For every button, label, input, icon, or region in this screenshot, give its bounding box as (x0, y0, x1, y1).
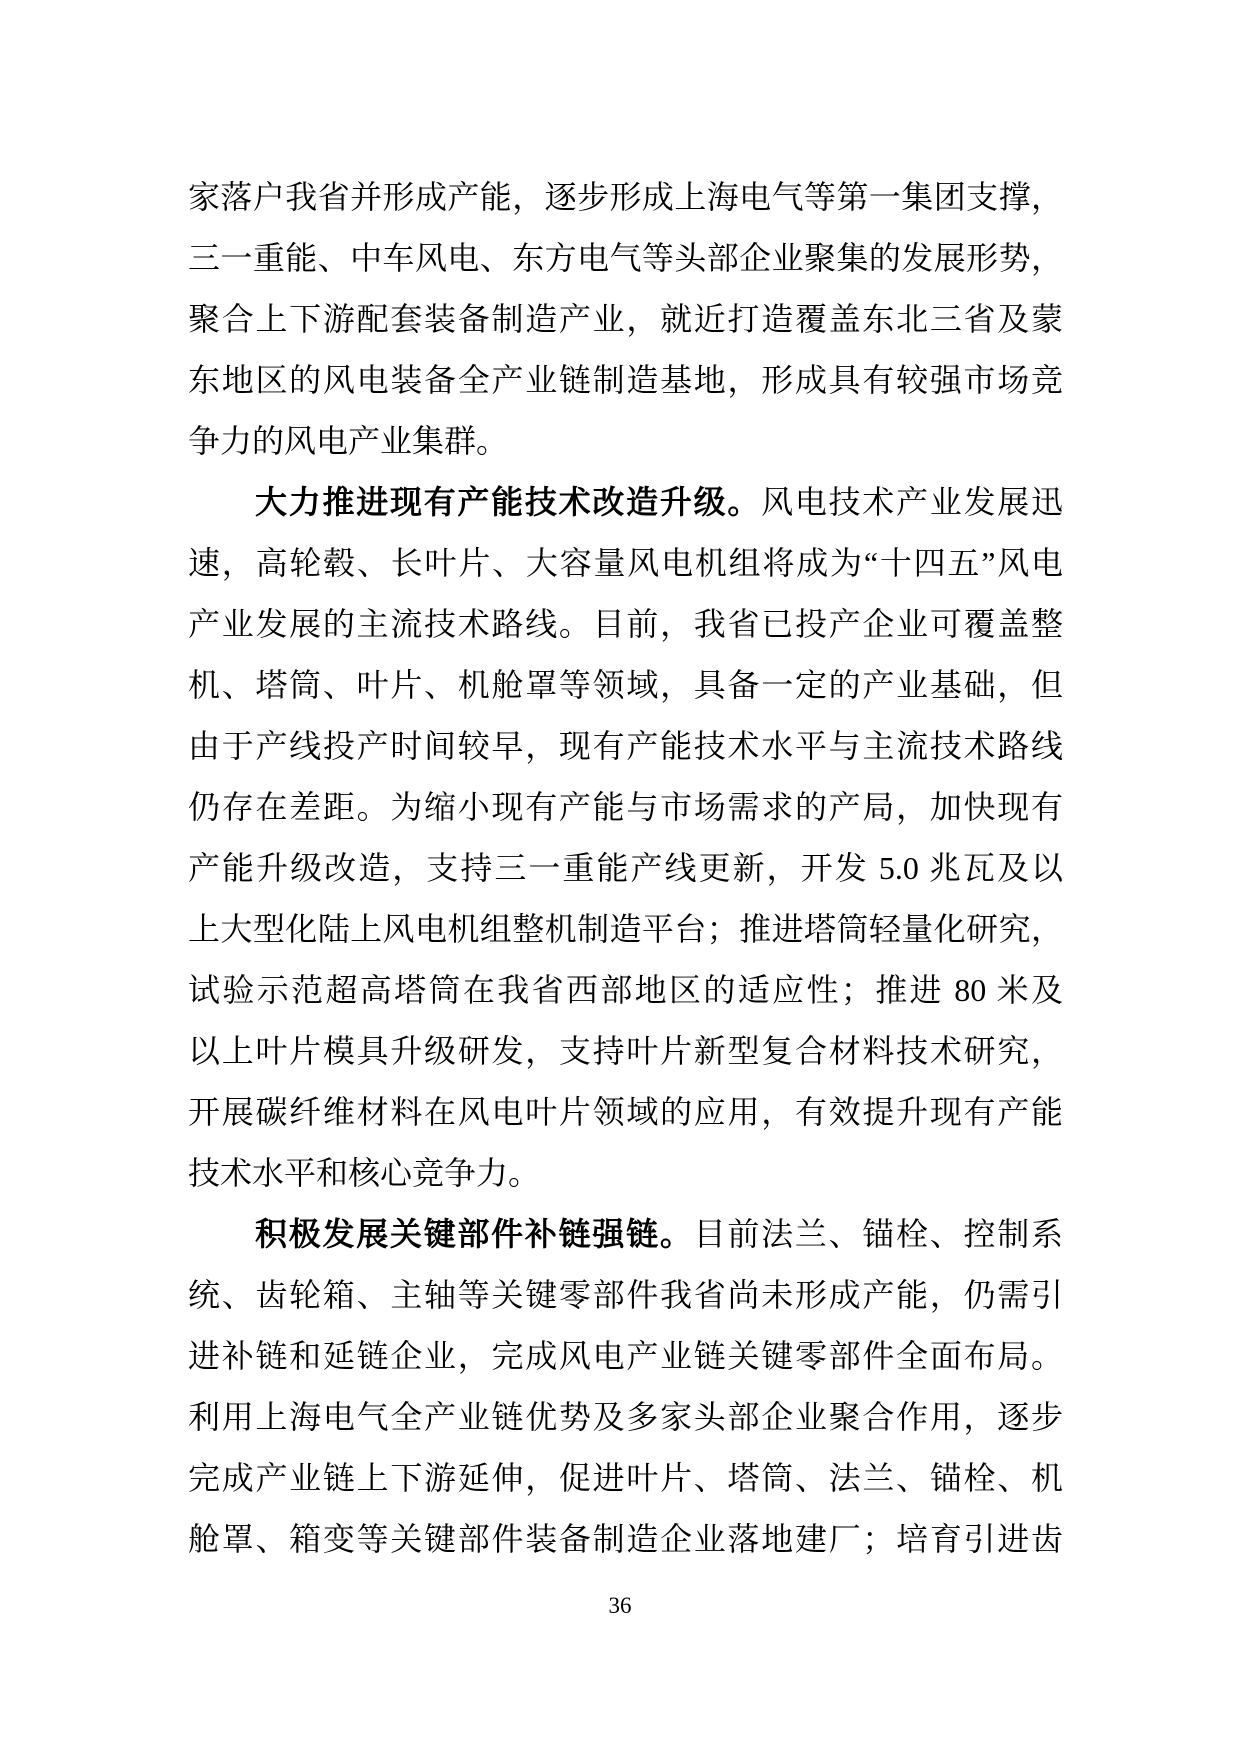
text-line (188, 1326, 1063, 1387)
body-text-run: 东地区的风电装备全产业链制造基地，形成具有较强市场竞 (188, 362, 1063, 398)
body-text-run: 上大型化陆上风电机组整机制造平台；推进塔筒轻量化研究， (188, 911, 1063, 947)
text-line (188, 1082, 1063, 1143)
body-text-run: 产业发展的主流技术路线。目前，我省已投产企业可覆盖整 (188, 606, 1063, 642)
body-text-run: 利用上海电气全产业链优势及多家头部企业聚合作用，逐步 (188, 1399, 1063, 1435)
text-line (188, 1448, 1063, 1509)
text-line (188, 472, 1063, 533)
text-line (188, 960, 1063, 1021)
page-number: 36 (608, 1593, 632, 1618)
para-wind-cluster-continuation (188, 167, 1063, 472)
body-text-run: 统、齿轮箱、主轴等关键零部件我省尚未形成产能，仍需引 (188, 1277, 1063, 1313)
text-line (188, 1265, 1063, 1326)
text-block (188, 167, 1063, 1570)
para-key-components (188, 1204, 1063, 1570)
text-line (188, 1021, 1063, 1082)
heading-run: 大力推进现有产能技术改造升级。 (255, 484, 762, 520)
body-text-run: 机、塔筒、叶片、机舱罩等领域，具备一定的产业基础，但 (188, 667, 1063, 703)
text-line (188, 167, 1063, 228)
body-text-run: 仍存在差距。为缩小现有产能与市场需求的产局，加快现有 (188, 789, 1063, 825)
heading-run: 积极发展关键部件补链强链。 (255, 1216, 694, 1252)
text-line (188, 899, 1063, 960)
body-text-run: 试验示范超高塔筒在我省西部地区的适应性；推进 80 米及 (188, 972, 1063, 1008)
text-line (188, 1387, 1063, 1448)
body-text-run: 进补链和延链企业，完成风电产业链关键零部件全面布局。 (188, 1338, 1063, 1374)
body-text-run: 以上叶片模具升级研发，支持叶片新型复合材料技术研究， (188, 1033, 1063, 1069)
text-line (188, 716, 1063, 777)
text-line (188, 594, 1063, 655)
text-line (188, 289, 1063, 350)
body-text-run: 舱罩、箱变等关键部件装备制造企业落地建厂；培育引进齿 (188, 1521, 1063, 1557)
body-text-run: 速，高轮毂、长叶片、大容量风电机组将成为“十四五”风电 (188, 545, 1063, 581)
body-text-run: 目前法兰、锚栓、控制系 (693, 1216, 1063, 1252)
text-line (188, 411, 1063, 472)
body-text-run: 三一重能、中车风电、东方电气等头部企业聚集的发展形势， (188, 240, 1063, 276)
body-text-run: 开展碳纤维材料在风电叶片领域的应用，有效提升现有产能 (188, 1094, 1063, 1130)
text-line (188, 350, 1063, 411)
body-text-run: 争力的风电产业集群。 (188, 423, 509, 459)
text-line (188, 1204, 1063, 1265)
text-line (188, 228, 1063, 289)
text-line (188, 533, 1063, 594)
body-text-run: 风电技术产业发展迅 (761, 484, 1063, 520)
text-line (188, 777, 1063, 838)
body-text-run: 家落户我省并形成产能，逐步形成上海电气等第一集团支撑， (188, 179, 1063, 215)
text-line (188, 1143, 1063, 1204)
body-text-run: 产能升级改造，支持三一重能产线更新，开发 5.0 兆瓦及以 (188, 850, 1063, 886)
text-line (188, 655, 1063, 716)
body-text-run: 由于产线投产时间较早，现有产能技术水平与主流技术路线 (188, 728, 1063, 764)
text-line (188, 838, 1063, 899)
text-line (188, 1509, 1063, 1570)
body-text-run: 技术水平和核心竞争力。 (188, 1155, 541, 1191)
body-text-run: 完成产业链上下游延伸，促进叶片、塔筒、法兰、锚栓、机 (188, 1460, 1063, 1496)
para-tech-upgrade (188, 472, 1063, 1204)
body-text-run: 聚合上下游配套装备制造产业，就近打造覆盖东北三省及蒙 (188, 301, 1063, 337)
